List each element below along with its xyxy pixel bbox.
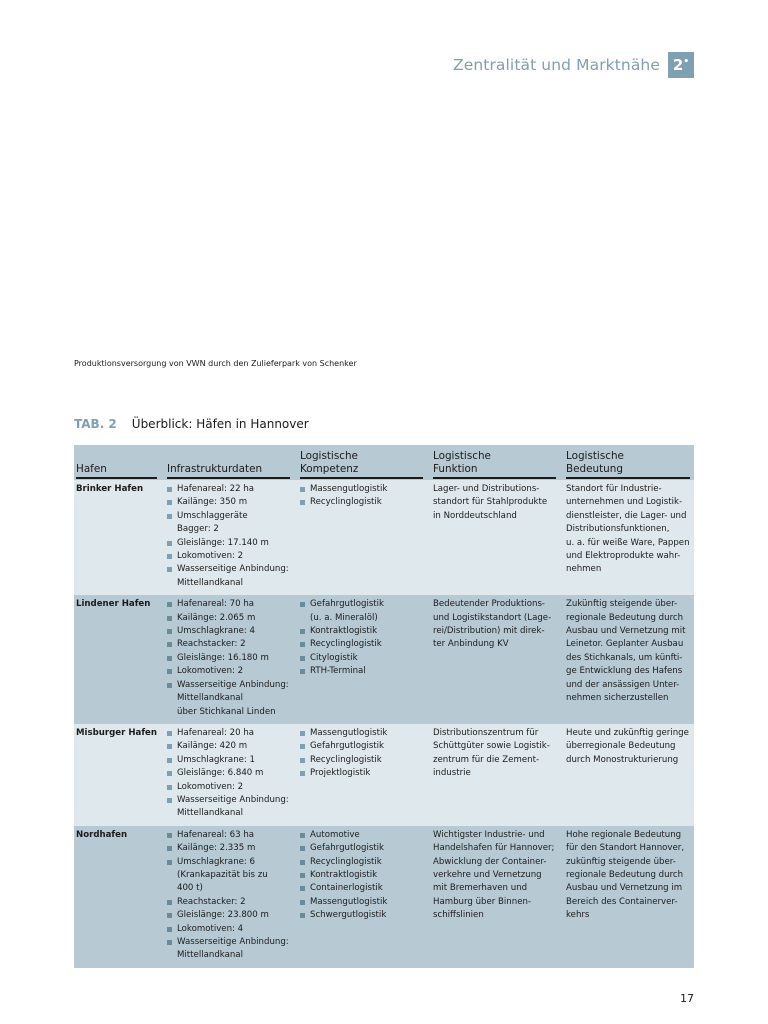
infrastructure-cell	[167, 595, 300, 724]
function-line: Schüttgüter sowie Logistik-	[433, 741, 550, 752]
column-header	[566, 445, 694, 480]
infrastructure-item: Umschlaggeräte	[167, 510, 296, 523]
competence-item: Recyclinglogistik	[300, 856, 429, 869]
table-row	[74, 724, 694, 826]
function-cell	[433, 724, 566, 826]
table-header-row	[74, 445, 694, 480]
infrastructure-item: Lokomotiven: 2	[167, 550, 296, 563]
function-line: schiffslinien	[433, 910, 484, 921]
significance-line: ge Entwicklung des Hafens	[566, 666, 683, 677]
chapter-title: Zentralität und Marktnähe	[452, 56, 660, 74]
competence-item: Containerlogistik	[300, 882, 429, 895]
infrastructure-item: Lokomotiven: 2	[167, 665, 296, 678]
column-header-line: Funktion	[433, 462, 478, 475]
function-line: Abwicklung der Container-	[433, 856, 547, 867]
infrastructure-item: Gleislänge: 6.840 m	[167, 767, 296, 780]
table-title: Überblick: Häfen in Hannover	[131, 417, 309, 431]
competence-item: Gefahrgutlogistik	[300, 842, 429, 855]
significance-line: dienstleister, die Lager- und	[566, 510, 687, 521]
infrastructure-item: Wasserseitige Anbindung:	[167, 679, 296, 692]
column-header-label	[167, 463, 290, 480]
infrastructure-item: Umschlagkrane: 1	[167, 754, 296, 767]
competence-cell	[300, 826, 433, 968]
column-header-line: Logistische	[300, 450, 358, 462]
competence-cell	[300, 480, 433, 595]
significance-line: Hohe regionale Bedeutung	[566, 829, 682, 840]
column-header-line: Hafen	[76, 462, 107, 475]
competence-item: Gefahrgutlogistik	[300, 740, 429, 753]
table-body	[74, 480, 694, 968]
infrastructure-item: Wasserseitige Anbindung:	[167, 563, 296, 576]
port-name-cell	[74, 595, 167, 724]
column-header-line: Logistische	[433, 450, 491, 462]
function-line: mit Bremerhaven und	[433, 883, 528, 894]
column-header-label	[76, 463, 157, 480]
function-line: Hamburg über Binnen-	[433, 896, 532, 907]
infrastructure-item: Umschlagkrane: 4	[167, 625, 296, 638]
competence-cell	[300, 595, 433, 724]
significance-line: regionale Bedeutung durch	[566, 869, 684, 880]
infrastructure-item: Gleislänge: 23.800 m	[167, 909, 296, 922]
image-caption: Produktionsversorgung von VWN durch den Zulieferpark von Schenker	[74, 359, 357, 368]
function-line: verkehre und Vernetzung	[433, 869, 542, 880]
significance-line: nehmen	[566, 564, 602, 575]
port-name-cell	[74, 480, 167, 595]
function-line: in Norddeutschland	[433, 510, 517, 521]
infrastructure-item: 400 t)	[177, 883, 203, 894]
infrastructure-item: Hafenareal: 20 ha	[167, 727, 296, 740]
function-line: rei/Distribution) mit direk-	[433, 626, 545, 637]
competence-item: Automotive	[300, 829, 429, 842]
significance-line: Heute und zukünftig geringe	[566, 727, 689, 738]
infrastructure-item: Lokomotiven: 2	[167, 781, 296, 794]
function-line: Distributionszentrum für	[433, 727, 539, 738]
competence-item: Massengutlogistik	[300, 483, 429, 496]
function-line: Handelshafen für Hannover;	[433, 843, 555, 854]
table-heading	[74, 417, 309, 431]
table-row	[74, 826, 694, 968]
port-name: Brinker Hafen	[76, 484, 144, 494]
function-line: und Logistikstandort (Lage-	[433, 612, 552, 623]
chapter-number-mark: •	[683, 57, 690, 67]
significance-line: zukünftig steigende über-	[566, 856, 676, 867]
function-cell	[433, 480, 566, 595]
significance-line: für den Standort Hannover,	[566, 843, 685, 854]
function-line: Wichtigster Industrie- und	[433, 829, 545, 840]
significance-cell	[566, 724, 694, 826]
function-line: standort für Stahlprodukte	[433, 497, 548, 508]
function-line: industrie	[433, 768, 471, 779]
significance-line: u. a. für weiße Ware, Pappen	[566, 537, 690, 548]
significance-line: Bereich des Containerver-	[566, 896, 678, 907]
infrastructure-item: Lokomotiven: 4	[167, 923, 296, 936]
table-row	[74, 480, 694, 595]
column-header	[167, 445, 300, 480]
infrastructure-item: Hafenareal: 63 ha	[167, 829, 296, 842]
column-header-label	[566, 450, 690, 479]
significance-line: unternehmen und Logistik-	[566, 497, 683, 508]
port-name-cell	[74, 826, 167, 968]
infrastructure-item: Mittellandkanal	[177, 950, 243, 961]
competence-item: Schwergutlogistik	[300, 909, 429, 922]
significance-cell	[566, 595, 694, 724]
significance-line: Ausbau und Vernetzung im	[566, 883, 683, 894]
column-header-label	[300, 450, 423, 479]
infrastructure-item: Hafenareal: 22 ha	[167, 483, 296, 496]
competence-item: Citylogistik	[300, 652, 429, 665]
competence-item: RTH-Terminal	[300, 665, 429, 678]
infrastructure-item: Kailänge: 2.065 m	[167, 612, 296, 625]
port-name: Nordhafen	[76, 829, 128, 840]
significance-line: und der ansässigen Unter-	[566, 679, 680, 690]
significance-line: Zukünftig steigende über-	[566, 599, 678, 610]
significance-cell	[566, 826, 694, 968]
significance-line: Standort für Industrie-	[566, 484, 662, 494]
column-header-line: Logistische	[566, 450, 624, 462]
column-header	[433, 445, 566, 480]
significance-line: kehrs	[566, 910, 590, 921]
infrastructure-item: Gleislänge: 16.180 m	[167, 652, 296, 665]
column-header-label	[433, 450, 556, 479]
column-header-line: Infrastrukturdaten	[167, 462, 263, 475]
infrastructure-item: Bagger: 2	[177, 524, 219, 535]
infrastructure-item: (Krankapazität bis zu	[177, 869, 268, 880]
competence-item: Kontraktlogistik	[300, 625, 429, 638]
table-label: TAB. 2	[74, 417, 117, 431]
competence-item: (u. a. Mineralöl)	[310, 612, 378, 623]
function-line: ter Anbindung KV	[433, 639, 509, 650]
infrastructure-item: Reachstacker: 2	[167, 638, 296, 651]
infrastructure-item: Mittellandkanal	[177, 693, 243, 704]
infrastructure-item: Reachstacker: 2	[167, 896, 296, 909]
infrastructure-cell	[167, 724, 300, 826]
column-header-line: Kompetenz	[300, 462, 359, 475]
infrastructure-item: Kailänge: 2.335 m	[167, 842, 296, 855]
infrastructure-item: Kailänge: 420 m	[167, 740, 296, 753]
infrastructure-item: Gleislänge: 17.140 m	[167, 537, 296, 550]
significance-line: des Stichkanals, um künfti-	[566, 652, 683, 663]
infrastructure-item: Wasserseitige Anbindung:	[167, 936, 296, 949]
significance-line: Leinetor. Geplanter Ausbau	[566, 639, 684, 650]
function-line: zentrum für die Zement-	[433, 754, 540, 765]
infrastructure-cell	[167, 480, 300, 595]
infrastructure-item: Mittellandkanal	[177, 808, 243, 819]
competence-item: Recyclinglogistik	[300, 754, 429, 767]
column-header	[300, 445, 433, 480]
infrastructure-item: Hafenareal: 70 ha	[167, 598, 296, 611]
competence-item: Kontraktlogistik	[300, 869, 429, 882]
significance-line: durch Monostrukturierung	[566, 754, 679, 765]
port-name-cell	[74, 724, 167, 826]
chapter-number: 2	[672, 56, 684, 74]
column-header-line: Bedeutung	[566, 462, 623, 475]
chapter-number-badge	[668, 52, 694, 78]
competence-item: Recyclinglogistik	[300, 638, 429, 651]
table-row	[74, 595, 694, 724]
function-line: Bedeutender Produktions-	[433, 599, 546, 610]
competence-item: Recyclinglogistik	[300, 496, 429, 509]
competence-cell	[300, 724, 433, 826]
significance-line: nehmen sicherzustellen	[566, 693, 669, 704]
infrastructure-item: Wasserseitige Anbindung:	[167, 794, 296, 807]
chapter-header	[453, 52, 694, 78]
competence-item: Projektlogistik	[300, 767, 429, 780]
significance-line: und Elektroprodukte wahr-	[566, 551, 681, 562]
infrastructure-cell	[167, 826, 300, 968]
function-line: Lager- und Distributions-	[433, 484, 540, 494]
infrastructure-item: Mittellandkanal	[177, 577, 243, 588]
port-name: Lindener Hafen	[76, 599, 151, 610]
page-number: 17	[680, 992, 694, 1005]
significance-line: regionale Bedeutung durch	[566, 612, 684, 623]
infrastructure-item: Umschlagkrane: 6	[167, 856, 296, 869]
significance-cell	[566, 480, 694, 595]
column-header	[74, 445, 167, 480]
competence-item: Gefahrgutlogistik	[300, 598, 429, 611]
function-cell	[433, 595, 566, 724]
competence-item: Massengutlogistik	[300, 727, 429, 740]
ports-table	[74, 445, 694, 968]
function-cell	[433, 826, 566, 968]
significance-line: Ausbau und Vernetzung mit	[566, 626, 686, 637]
significance-line: überregionale Bedeutung	[566, 741, 676, 752]
infrastructure-item: über Stichkanal Linden	[177, 706, 276, 717]
port-name: Misburger Hafen	[76, 727, 158, 738]
competence-item: Massengutlogistik	[300, 896, 429, 909]
significance-line: Distributionsfunktionen,	[566, 524, 670, 535]
infrastructure-item: Kailänge: 350 m	[167, 496, 296, 509]
